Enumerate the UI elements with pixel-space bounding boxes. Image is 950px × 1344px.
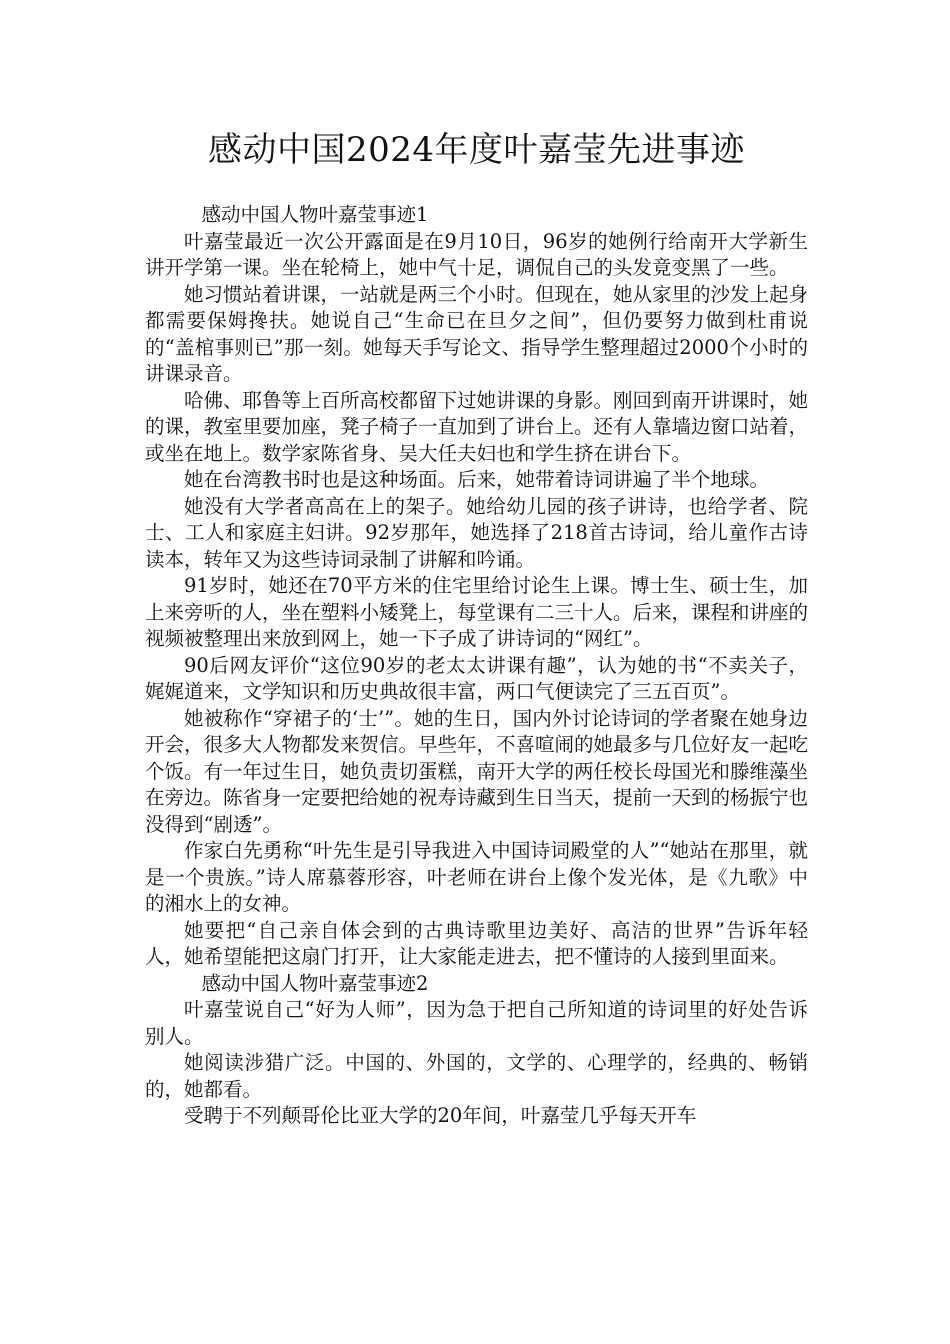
- paragraph: 她没有大学者高高在上的架子。她给幼儿园的孩子讲诗，也给学者、院士、工人和家庭主妇讲。92岁那年，她选择了218首古诗词，给儿童作古诗读本，转年又为这些诗词录制了讲解和吟诵。: [145, 494, 808, 571]
- paragraph: 受聘于不列颠哥伦比亚大学的20年间，叶嘉莹几乎每天开车: [184, 1104, 697, 1127]
- paragraph: 她在台湾教书时也是这种场面。后来，她带着诗词讲遍了半个地球。: [184, 468, 770, 491]
- section-heading-1: 感动中国人物叶嘉莹事迹1: [201, 203, 429, 226]
- document-body: [145, 202, 808, 1130]
- paragraph: 作家白先勇称“叶先生是引导我进入中国诗词殿堂的人”“她站在那里，就是一个贵族。”诗人席慕蓉形容，叶老师在讲台上像个发光体，是《九歌》中的湘水上的女神。: [145, 839, 808, 915]
- paragraph: 叶嘉莹说自己“好为人师”，因为急于把自己所知道的诗词里的好处告诉别人。: [145, 998, 808, 1048]
- paragraph: 哈佛、耶鲁等上百所高校都留下过她讲课的身影。刚回到南开讲课时，她的课，教室里要加座，凳子椅子一直加到了讲台上。还有人靠墙边窗口站着，或坐在地上。数学家陈省身、吴大任夫妇也和学生挤在讲台下。: [145, 388, 809, 465]
- paragraph: 91岁时，她还在70平方米的住宅里给讨论生上课。博士生、硕士生，加上来旁听的人，坐在塑料小矮凳上，每堂课有二三十人。后来，课程和讲座的视频被整理出来放到网上，她一下子成了讲诗词的“网红”。: [145, 574, 809, 650]
- paragraph: 她被称作“穿裙子的‘士’”。她的生日，国内外讨论诗词的学者聚在她身边开会，很多大人物都发来贺信。早些年，不喜喧闹的她最多与几位好友一起吃个饭。有一年过生日，她负责切蛋糕，南开大学的两任校长母国光和滕维藻坐在旁边。陈省身一定要把给她的祝寿诗藏到生日当天，提前一天到的杨振宁也没得到“剧透”。: [145, 706, 809, 836]
- section-heading-2: 感动中国人物叶嘉莹事迹2: [201, 971, 429, 995]
- paragraph: 她阅读涉猎广泛。中国的、外国的，文学的、心理学的，经典的、畅销的，她都看。: [145, 1051, 808, 1101]
- paragraph: 她要把“自己亲自体会到的古典诗歌里边美好、高洁的世界”告诉年轻人，她希望能把这扇门打开，让大家能走进去，把不懂诗的人接到里面来。: [145, 918, 808, 968]
- paragraph: 她习惯站着讲课，一站就是两三个小时。但现在，她从家里的沙发上起身都需要保姆搀扶。她说自己“生命已在旦夕之间”，但仍要努力做到杜甫说的“盖棺事则已”那一刻。她每天手写论文、指导学生整理超过2000个小时的讲课录音。: [145, 282, 809, 385]
- paragraph: 90后网友评价“这位90岁的老太太讲课有趣”，认为她的书“不卖关子，娓娓道来，文学知识和历史典故很丰富，两口气便读完了三五百页”。: [145, 653, 808, 703]
- document-title: 感动中国2024年度叶嘉莹先进事迹: [207, 130, 746, 170]
- paragraph: 叶嘉莹最近一次公开露面是在9月10日，96岁的她例行给南开大学新生讲开学第一课。坐在轮椅上，她中气十足，调侃自己的头发竟变黑了一些。: [145, 229, 808, 279]
